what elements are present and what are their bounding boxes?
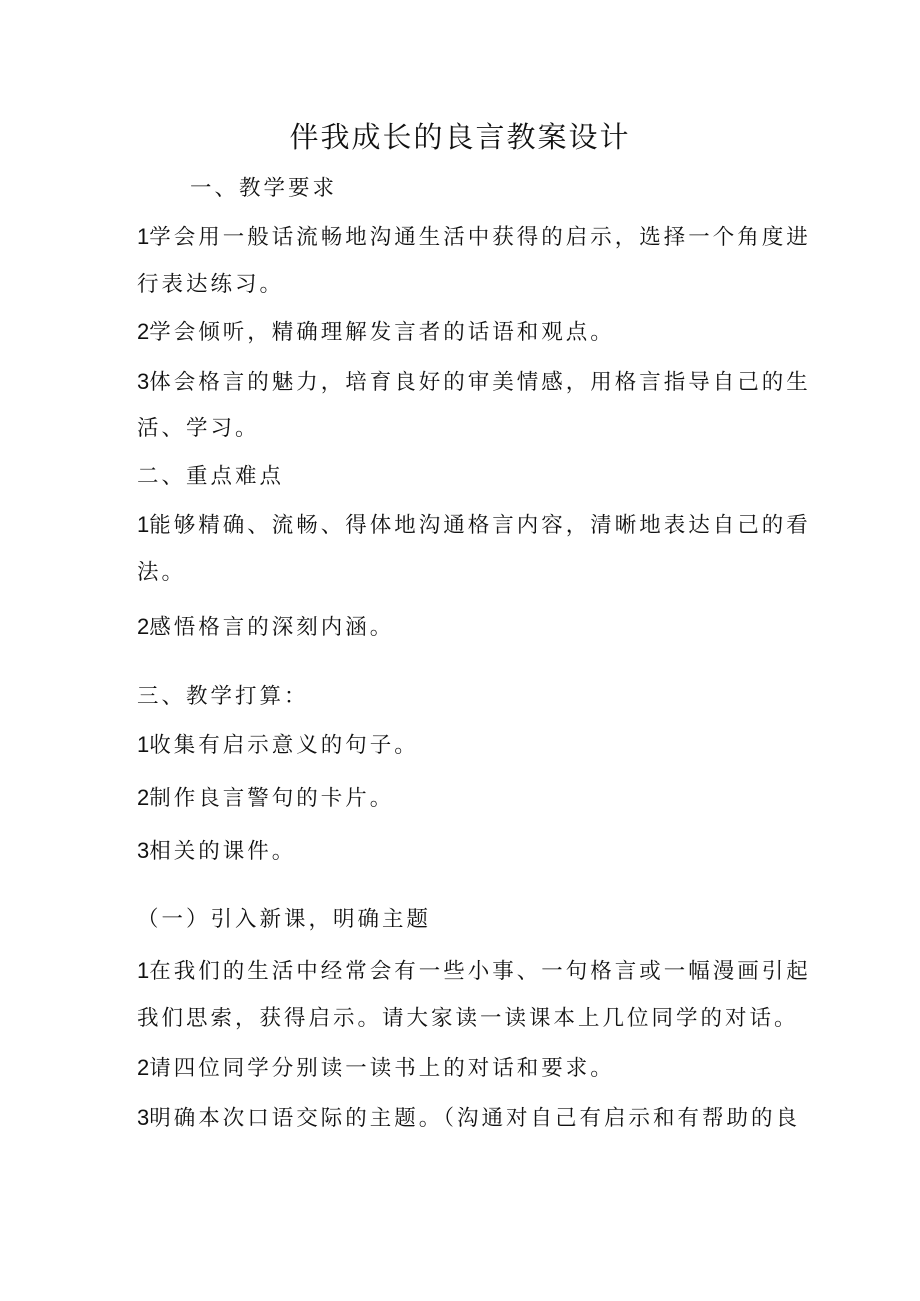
line-text: 能够精确、流畅、得体地沟通格言内容，清晰地表达自己的看	[149, 513, 811, 538]
line-text: 三、教学打算：	[137, 684, 309, 709]
subheading-introduction	[137, 903, 797, 936]
item-number: 1	[137, 732, 150, 757]
item-number: 1	[137, 958, 150, 983]
line-text: 制作良言警句的卡片。	[149, 786, 395, 811]
line-text: 相关的课件。	[149, 839, 297, 864]
line-text: 收集有启示意义的句子。	[149, 733, 419, 758]
paragraph-line	[137, 316, 797, 349]
line-text: 学会用一般话流畅地沟通生活中获得的启示，选择一个角度进	[149, 225, 811, 250]
paragraph-line	[137, 611, 797, 644]
line-text: 我们思索，获得启示。请大家读一读课本上几位同学的对话。	[137, 1006, 799, 1031]
paragraph-line	[137, 221, 811, 254]
paragraph-line	[137, 782, 797, 815]
item-number: 3	[137, 369, 150, 394]
heading-teaching-preparation	[137, 680, 797, 713]
line-text: 在我们的生活中经常会有一些小事、一句格言或一幅漫画引起	[149, 959, 811, 984]
item-number: 1	[137, 512, 150, 537]
paragraph-line	[137, 509, 811, 542]
paragraph-line	[137, 268, 797, 301]
document-title: 伴我成长的良言教案设计	[289, 120, 631, 154]
line-text: 明确本次口语交际的主题。（沟通对自己有启示和有帮助的良	[149, 1106, 801, 1131]
paragraph-line	[137, 835, 797, 868]
item-number: 2	[137, 785, 150, 810]
item-number: 3	[137, 838, 150, 863]
line-text: 请四位同学分别读一读书上的对话和要求。	[149, 1056, 615, 1081]
heading-key-difficulties	[137, 460, 797, 493]
item-number: 2	[137, 319, 150, 344]
item-number: 1	[137, 224, 150, 249]
line-text: 法。	[137, 560, 187, 585]
item-number: 3	[137, 1105, 150, 1130]
paragraph-line	[137, 1002, 797, 1035]
line-text: 行表达练习。	[137, 272, 285, 297]
paragraph-line	[137, 1052, 797, 1085]
line-text: 体会格言的魅力，培育良好的审美情感，用格言指导自己的生	[149, 370, 811, 395]
line-text: 学会倾听，精确理解发言者的话语和观点。	[149, 320, 615, 345]
line-text: 感悟格言的深刻内涵。	[149, 615, 395, 640]
paragraph-line	[137, 412, 797, 445]
item-number: 2	[137, 1055, 150, 1080]
line-text: （一）引入新课，明确主题	[137, 907, 432, 932]
item-number: 2	[137, 614, 150, 639]
paragraph-line	[137, 1102, 801, 1135]
line-text: 二、重点难点	[137, 464, 285, 489]
paragraph-line	[137, 955, 811, 988]
heading-teaching-requirements	[190, 172, 850, 205]
paragraph-line	[137, 556, 797, 589]
paragraph-line	[137, 366, 811, 399]
line-text: 一、教学要求	[190, 176, 338, 201]
paragraph-line	[137, 729, 797, 762]
line-text: 活、学习。	[137, 416, 260, 441]
